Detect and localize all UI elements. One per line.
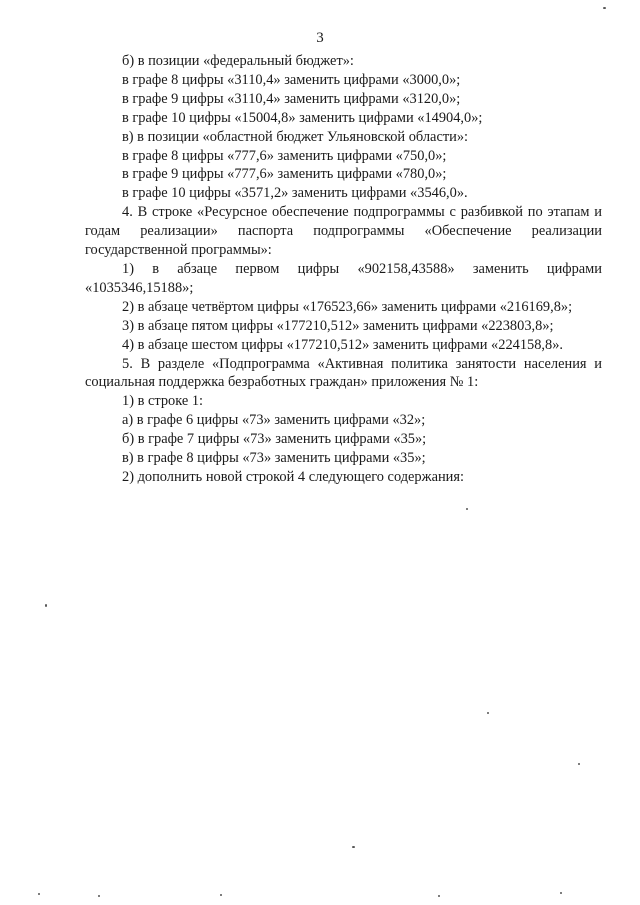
paragraph: б) в графе 7 цифры «73» заменить цифрами «35»; — [122, 431, 427, 448]
scan-speck — [98, 895, 100, 897]
page-number: 3 — [316, 30, 324, 46]
scan-speck — [45, 604, 47, 607]
paragraph: в графе 9 цифры «777,6» заменить цифрами «780,0»; — [122, 166, 447, 183]
scan-speck — [560, 892, 562, 894]
scan-speck — [578, 763, 580, 765]
scan-speck — [352, 846, 355, 848]
paragraph: в графе 8 цифры «777,6» заменить цифрами «750,0»; — [122, 147, 447, 164]
paragraph: в) в позиции «областной бюджет Ульяновской области»: — [122, 128, 469, 145]
scan-speck — [466, 508, 468, 510]
paragraph: б) в позиции «федеральный бюджет»: — [122, 53, 354, 69]
document-body — [85, 52, 602, 487]
paragraph: 5. В разделе «Подпрограмма «Активная политика занятости населения и социальная поддержка безработных граждан» приложения № 1: — [85, 355, 602, 391]
paragraph: 4. В строке «Ресурсное обеспечение подпрограммы с разбивкой по этапам и годам реализации» паспорта подпрограммы «Обеспечение реализации государственной программы»: — [85, 204, 602, 259]
paragraph: 1) в абзаце первом цифры «902158,43588» заменить цифрами «1035346,15188»; — [85, 260, 602, 296]
paragraph: 4) в абзаце шестом цифры «177210,512» заменить цифрами «224158,8». — [122, 336, 564, 353]
scan-speck — [220, 894, 222, 896]
paragraph: а) в графе 6 цифры «73» заменить цифрами «32»; — [122, 412, 426, 429]
paragraph: 2) дополнить новой строкой 4 следующего содержания: — [122, 468, 464, 485]
paragraph: в графе 10 цифры «15004,8» заменить цифрами «14904,0»; — [122, 109, 483, 126]
paragraph: в) в графе 8 цифры «73» заменить цифрами «35»; — [122, 450, 426, 467]
paragraph: в графе 8 цифры «3110,4» заменить цифрами «3000,0»; — [122, 71, 461, 88]
paragraph: 3) в абзаце пятом цифры «177210,512» заменить цифрами «223803,8»; — [122, 317, 554, 334]
scan-speck — [38, 893, 40, 895]
scan-speck — [438, 895, 440, 897]
paragraph: 1) в строке 1: — [122, 393, 204, 410]
paragraph: 2) в абзаце четвёртом цифры «176523,66» заменить цифрами «216169,8»; — [122, 298, 573, 315]
paragraph: в графе 9 цифры «3110,4» заменить цифрами «3120,0»; — [122, 90, 461, 107]
scan-speck — [603, 7, 606, 9]
scan-speck — [487, 712, 489, 714]
paragraph: в графе 10 цифры «3571,2» заменить цифрами «3546,0». — [122, 185, 468, 202]
